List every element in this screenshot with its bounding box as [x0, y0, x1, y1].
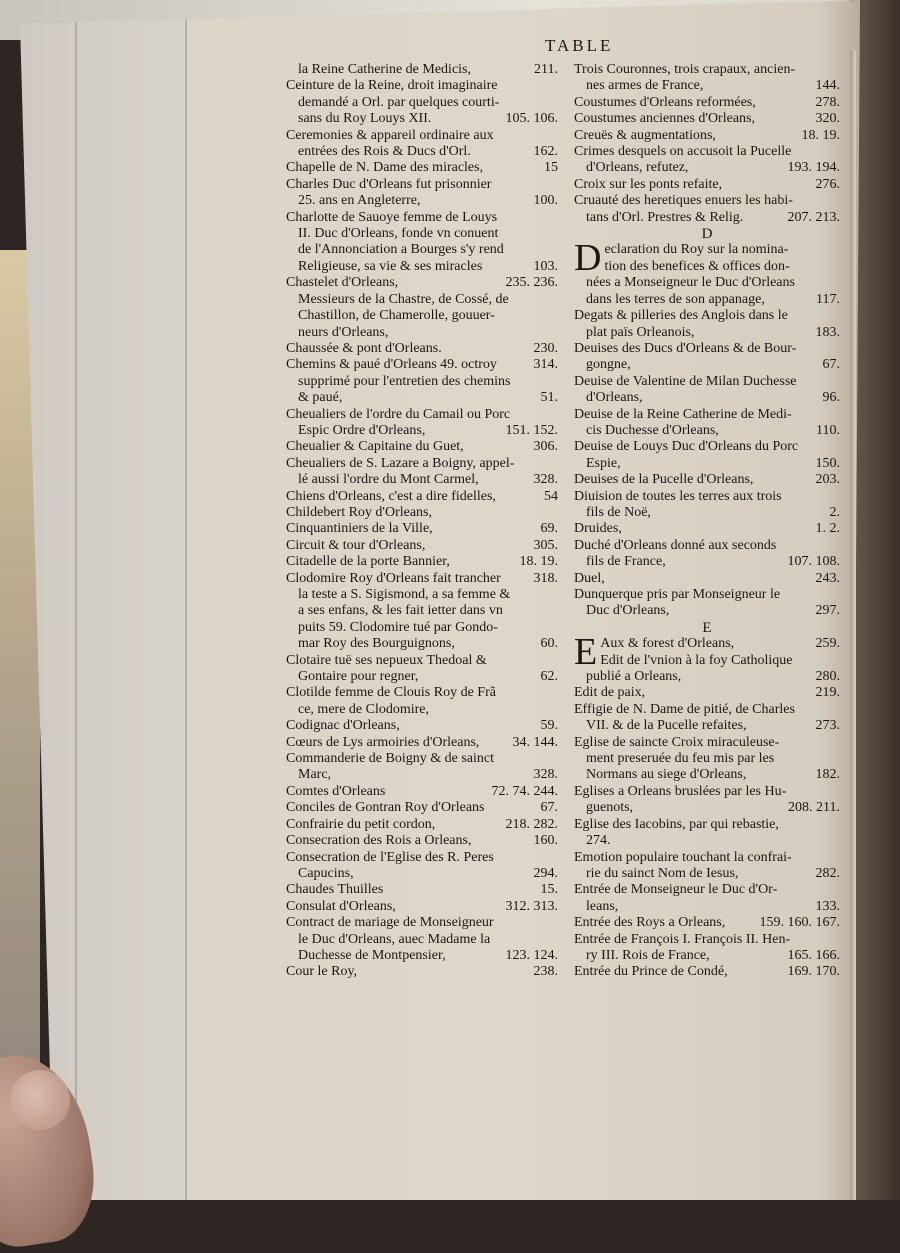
- entry-text: Cœurs de Lys armoiries d'Orleans,: [286, 734, 480, 750]
- page-reference: 18. 19.: [519, 554, 558, 570]
- index-entry-line: [286, 554, 558, 570]
- entry-text: lé aussi l'ordre du Mont Carmel,: [298, 472, 479, 488]
- index-entry-line: [574, 538, 840, 554]
- entry-text: Charlotte de Sauoye femme de Louys: [286, 209, 498, 225]
- page-reference: 169. 170.: [787, 964, 840, 980]
- page-reference: 207. 213.: [787, 209, 840, 225]
- entry-text: & paué,: [298, 390, 343, 406]
- index-entry-line: [286, 292, 558, 308]
- index-entry-line: [286, 702, 558, 718]
- page-title: TABLE: [545, 36, 614, 55]
- index-entry-line: [574, 587, 840, 603]
- entry-text: Cour le Roy,: [286, 964, 358, 980]
- entry-text: Commanderie de Boigny & de sainct: [286, 751, 495, 767]
- entry-text: Marc,: [298, 767, 332, 783]
- index-entry-line: [286, 341, 558, 357]
- index-entry-line: [286, 932, 558, 948]
- entry-text: Childebert Roy d'Orleans,: [286, 504, 432, 520]
- page-reference: 235. 236.: [505, 275, 558, 291]
- entry-text: Chaussée & pont d'Orleans.: [286, 340, 442, 356]
- page-reference: 318.: [533, 570, 558, 586]
- page-reference: 110.: [816, 422, 840, 438]
- entry-text: Edit de paix,: [574, 685, 646, 701]
- index-entry-line: [574, 817, 840, 833]
- entry-text: Cheualier & Capitaine du Guet,: [286, 439, 464, 455]
- page-reference: 328.: [533, 472, 558, 488]
- entry-text: fils de France,: [586, 554, 666, 570]
- entry-text: ce, mere de Clodomire,: [298, 701, 430, 717]
- index-entry-line: [574, 357, 840, 373]
- index-entry-line: [286, 160, 558, 176]
- entry-text: Gontaire pour regner,: [298, 669, 419, 685]
- page-reference: 159. 160. 167.: [759, 915, 840, 931]
- index-entry-line: [574, 62, 840, 78]
- index-entry-line: [574, 111, 840, 127]
- index-entry-line: [286, 751, 558, 767]
- index-column-right: [574, 62, 840, 981]
- index-entry-line: [574, 144, 840, 160]
- page-reference: 328.: [533, 767, 558, 783]
- entry-text: Crimes desquels on accusoit la Pucelle: [574, 144, 792, 160]
- index-entry-line: [574, 948, 840, 964]
- index-entry-line: [574, 784, 840, 800]
- page-reference: 96.: [822, 390, 840, 406]
- index-entry-line: [574, 341, 840, 357]
- page-reference: 273.: [815, 718, 840, 734]
- section-heading-d: [574, 226, 840, 242]
- entry-text: Espie,: [586, 455, 621, 471]
- entry-text: Deuise de Valentine de Milan Duchesse: [574, 373, 797, 389]
- entry-text: Consulat d'Orleans,: [286, 898, 396, 914]
- index-entry-line: [574, 964, 840, 980]
- drop-cap-d: D: [574, 242, 602, 280]
- page-fold-line: [75, 0, 77, 1200]
- entry-text: nées a Monseigneur le Duc d'Orleans: [586, 275, 795, 291]
- page-reference: 107. 108.: [787, 554, 840, 570]
- entry-text: gongne,: [586, 357, 631, 373]
- entry-text: Citadelle de la porte Bannier,: [286, 554, 450, 570]
- entry-text: Codignac d'Orleans,: [286, 718, 400, 734]
- entry-text: Clodomire Roy d'Orleans fait trancher: [286, 570, 501, 586]
- index-entry-line: [574, 702, 840, 718]
- page-reference: 15.: [540, 882, 558, 898]
- entry-text: Cheualiers de l'ordre du Camail ou Porc: [286, 406, 511, 422]
- page-reference: 230.: [533, 340, 558, 356]
- entry-text: eclaration du Roy sur la nomina-: [604, 242, 789, 258]
- page-reference: 306.: [533, 439, 558, 455]
- entry-text: Eglise de saincte Croix miraculeuse-: [574, 734, 780, 750]
- entry-text: Chiens d'Orleans, c'est a dire fidelles,: [286, 488, 496, 504]
- entry-text: Charles Duc d'Orleans fut prisonnier: [286, 176, 492, 192]
- entry-text: Religieuse, sa vie & ses miracles: [298, 258, 483, 274]
- page-reference: 15: [544, 160, 558, 176]
- entry-text: Emotion populaire touchant la confrai-: [574, 849, 792, 865]
- index-entry-line: [574, 932, 840, 948]
- entry-text: Coustumes anciennes d'Orleans,: [574, 111, 755, 127]
- index-entry-line: [574, 915, 840, 931]
- entry-text: Consecration des Rois a Orleans,: [286, 833, 472, 849]
- page-reference: 219.: [815, 685, 840, 701]
- page-reference: 312. 313.: [505, 898, 558, 914]
- index-entry-line: [286, 899, 558, 915]
- entry-text: II. Duc d'Orleans, fonde vn conuent: [298, 226, 499, 242]
- entry-text: Capucins,: [298, 865, 354, 881]
- entry-text: Chastillon, de Chamerolle, gouuer-: [298, 308, 495, 324]
- index-entry-line: [286, 128, 558, 144]
- index-entry-line: [286, 111, 558, 127]
- index-entry-line: [286, 882, 558, 898]
- entry-text: la teste a S. Sigismond, a sa femme &: [298, 587, 511, 602]
- entry-text: Chapelle de N. Dame des miracles,: [286, 160, 484, 176]
- entry-text: Edit de l'vnion à la foy Catholique: [600, 652, 793, 668]
- index-entry-line: [286, 259, 558, 275]
- entry-text: Eglise des Iacobins, par qui rebastie,: [574, 816, 779, 832]
- index-entry-line: [600, 636, 840, 652]
- entry-text: Comtes d'Orleans: [286, 783, 386, 799]
- index-entry-line: [286, 784, 558, 800]
- entry-text: puits 59. Clodomire tué par Gondo-: [298, 619, 498, 635]
- entry-text: entrées des Rois & Ducs d'Orl.: [298, 144, 471, 160]
- entry-text: Deuise de Louys Duc d'Orleans du Porc: [574, 439, 799, 455]
- section-e: [574, 636, 840, 981]
- entry-text: Contract de mariage de Monseigneur: [286, 915, 494, 931]
- entry-text: Deuises des Ducs d'Orleans & de Bour-: [574, 340, 797, 356]
- page-reference: 67.: [822, 357, 840, 373]
- index-entry-line: [286, 374, 558, 390]
- entry-text: Entrée des Roys a Orleans,: [574, 915, 726, 931]
- page-stack-edge: [850, 50, 856, 1200]
- index-entry-line: [286, 735, 558, 751]
- entry-text: la Reine Catherine de Medicis,: [298, 62, 471, 77]
- entry-text: Chaudes Thuilles: [286, 882, 384, 898]
- entry-text: sans du Roy Louys XII.: [298, 111, 432, 127]
- index-entry-line: [286, 850, 558, 866]
- index-entry-line: [574, 833, 840, 849]
- entry-text: Dunquerque pris par Monseigneur le: [574, 587, 781, 602]
- index-entry-line: [286, 193, 558, 209]
- entry-text: Espic Ordre d'Orleans,: [298, 422, 426, 438]
- page-reference: 117.: [816, 291, 840, 307]
- index-entry-line: [286, 833, 558, 849]
- index-column-left: [286, 62, 558, 981]
- page-reference: 54: [544, 488, 558, 504]
- index-entry-line: [574, 128, 840, 144]
- index-entry-line: [286, 407, 558, 423]
- index-entry-line: [286, 308, 558, 324]
- entry-text: Consecration de l'Eglise des R. Peres: [286, 849, 494, 865]
- section-d: [574, 242, 840, 619]
- index-entry-line: [286, 144, 558, 160]
- index-entry-line: [286, 325, 558, 341]
- page-reference: 243.: [815, 570, 840, 586]
- index-entry-line: [574, 439, 840, 455]
- entry-text: d'Orleans, refutez,: [586, 160, 689, 176]
- page-reference: 1. 2.: [815, 521, 840, 537]
- page-reference: 211.: [534, 62, 558, 77]
- index-entry-line: [574, 292, 840, 308]
- entry-text: Circuit & tour d'Orleans,: [286, 537, 426, 553]
- index-entry-line: [286, 587, 558, 603]
- page-reference: 162.: [533, 144, 558, 160]
- page-reference: 280.: [815, 669, 840, 685]
- index-entry-line: [604, 242, 840, 258]
- index-entry-line: [574, 669, 840, 685]
- page-reference: 123. 124.: [505, 947, 558, 963]
- index-entry-line: [286, 964, 558, 980]
- section-letter-d: D: [701, 226, 713, 243]
- index-entry-line: [286, 275, 558, 291]
- page-reference: 133.: [815, 898, 840, 914]
- entry-text: a ses enfans, & les fait ietter dans vn: [298, 603, 503, 619]
- index-entry-line: [286, 226, 558, 242]
- page-reference: 103.: [533, 258, 558, 274]
- page-reference: 100.: [533, 193, 558, 209]
- index-entry-line: [574, 718, 840, 734]
- index-entry-line: [574, 308, 840, 324]
- index-entry-line: [286, 817, 558, 833]
- page-reference: 59.: [540, 718, 558, 734]
- index-entry-line: [286, 505, 558, 521]
- page-reference: 208. 211.: [788, 800, 840, 816]
- index-entry-line: [574, 521, 840, 537]
- index-entry-line: [574, 78, 840, 94]
- entry-text: fils de Noë,: [586, 504, 651, 520]
- index-entry-line: [574, 177, 840, 193]
- entry-text: Clotaire tuë ses nepueux Thedoal &: [286, 652, 487, 668]
- page-reference: 305.: [533, 537, 558, 553]
- index-entry-line: [574, 423, 840, 439]
- drop-cap-e: E: [574, 636, 598, 674]
- index-entry-line: [574, 767, 840, 783]
- index-entry-line: [574, 866, 840, 882]
- entry-text: supprimé pour l'entretien des chemins: [298, 373, 511, 389]
- entry-text: demandé a Orl. par quelques courti-: [298, 94, 500, 110]
- entry-text: mar Roy des Bourguignons,: [298, 636, 455, 652]
- index-entry-line: [286, 948, 558, 964]
- entry-text: d'Orleans,: [586, 390, 643, 406]
- entry-text: Confrairie du petit cordon,: [286, 816, 436, 832]
- index-entry-line: [574, 685, 840, 701]
- entry-text: Trois Couronnes, trois crapaux, ancien-: [574, 62, 796, 77]
- entry-text: ry III. Rois de France,: [586, 947, 710, 963]
- index-entry-line: [574, 95, 840, 111]
- entry-text: Duel,: [574, 570, 605, 586]
- index-entry-line: [286, 210, 558, 226]
- entry-text: Duc d'Orleans,: [586, 603, 670, 619]
- entry-text: Ceinture de la Reine, droit imaginaire: [286, 78, 498, 94]
- entry-text: Eglises a Orleans bruslées par les Hu-: [574, 783, 787, 799]
- page-reference: 60.: [540, 636, 558, 652]
- index-entry-line: [600, 653, 840, 669]
- entry-text: ment preseruée du feu mis par les: [586, 751, 775, 767]
- entry-text: Deuise de la Reine Catherine de Medi-: [574, 406, 792, 422]
- index-entry-line: [574, 899, 840, 915]
- index-entry-line: [286, 489, 558, 505]
- index-entry-line: [574, 472, 840, 488]
- entry-text: Duchesse de Montpensier,: [298, 947, 446, 963]
- index-entry-line: [574, 325, 840, 341]
- page-reference: 165. 166.: [787, 947, 840, 963]
- page-reference: 69.: [540, 521, 558, 537]
- entry-text: rie du sainct Nom de Iesus,: [586, 865, 739, 881]
- page-fold-line: [185, 0, 187, 1200]
- index-entry-line: [574, 800, 840, 816]
- page-reference: 72. 74. 244.: [491, 783, 558, 799]
- page-reference: 105. 106.: [505, 111, 558, 127]
- entry-text: Entrée de Monseigneur le Duc d'Or-: [574, 882, 778, 898]
- entry-text: Degats & pilleries des Anglois dans le: [574, 308, 788, 324]
- index-entry-line: [286, 915, 558, 931]
- entry-text: Duché d'Orleans donné aux seconds: [574, 537, 777, 553]
- index-entry-line: [286, 767, 558, 783]
- entry-text: Effigie de N. Dame de pitié, de Charles: [574, 701, 795, 717]
- index-entry-line: [604, 259, 840, 275]
- index-entry-line: [286, 423, 558, 439]
- index-entry-line: [574, 882, 840, 898]
- index-entry-line: [574, 275, 840, 291]
- index-entry-line: [286, 78, 558, 94]
- entry-text: 25. ans en Angleterre,: [298, 193, 421, 209]
- index-entry-line: [286, 685, 558, 701]
- entry-text: guenots,: [586, 800, 634, 816]
- entry-text: publié a Orleans,: [586, 669, 682, 685]
- index-entry-line: [286, 95, 558, 111]
- page-reference: 193. 194.: [787, 160, 840, 176]
- index-entry-line: [286, 653, 558, 669]
- index-entry-line: [574, 489, 840, 505]
- entry-text: Entrée du Prince de Condé,: [574, 964, 728, 980]
- page-reference: 276.: [815, 176, 840, 192]
- index-entry-line: [286, 636, 558, 652]
- index-entry-line: [286, 603, 558, 619]
- entry-text: Conciles de Gontran Roy d'Orleans: [286, 800, 485, 816]
- index-entry-line: [574, 735, 840, 751]
- page-reference: 294.: [533, 865, 558, 881]
- entry-text: Clotilde femme de Clouis Roy de Frã: [286, 685, 496, 701]
- page-reference: 160.: [533, 833, 558, 849]
- entry-text: le Duc d'Orleans, auec Madame la: [298, 931, 491, 947]
- index-entry-line: [574, 603, 840, 619]
- index-entry-line: [286, 571, 558, 587]
- index-entry-line: [286, 538, 558, 554]
- page-reference: 34. 144.: [512, 734, 558, 750]
- index-entry-line: [286, 177, 558, 193]
- page-reference: 218. 282.: [505, 816, 558, 832]
- entry-text: Chemins & paué d'Orleans 49. octroy: [286, 357, 497, 373]
- index-entry-line: [574, 751, 840, 767]
- entry-text: dans les terres de son appanage,: [586, 291, 765, 307]
- entry-text: Entrée de François I. François II. Hen-: [574, 931, 791, 947]
- page-reference: 150.: [815, 455, 840, 471]
- index-entry-line: [286, 357, 558, 373]
- entry-text: Aux & forest d'Orleans,: [600, 636, 735, 652]
- index-entry-line: [286, 866, 558, 882]
- entry-text: cis Duchesse d'Orleans,: [586, 422, 719, 438]
- index-entry-line: [574, 554, 840, 570]
- entry-text: neurs d'Orleans,: [298, 324, 389, 340]
- page-reference: 151. 152.: [505, 422, 558, 438]
- index-entry-line: [574, 390, 840, 406]
- index-entry-line: [286, 521, 558, 537]
- page-reference: 183.: [815, 324, 840, 340]
- entry-text: 274.: [586, 833, 611, 849]
- entry-text: nes armes de France,: [586, 78, 704, 94]
- page-reference: 144.: [815, 78, 840, 94]
- index-entry-line: [286, 242, 558, 258]
- index-entry-line: [286, 456, 558, 472]
- index-entry-line: [574, 456, 840, 472]
- index-entry-line: [574, 407, 840, 423]
- section-letter-e: E: [702, 619, 712, 636]
- index-entry-line: [574, 193, 840, 209]
- index-entry-line: [286, 472, 558, 488]
- page-reference: 203.: [815, 472, 840, 488]
- entry-text: de l'Annonciation a Bourges s'y rend: [298, 242, 504, 258]
- index-entry-line: [286, 800, 558, 816]
- index-entry-line: [286, 62, 558, 78]
- index-entry-line: [574, 505, 840, 521]
- page-reference: 278.: [815, 94, 840, 110]
- entry-text: Creuës & augmentations,: [574, 127, 716, 143]
- index-entry-line: [286, 669, 558, 685]
- entry-text: Cinquantiniers de la Ville,: [286, 521, 433, 537]
- page-reference: 238.: [533, 964, 558, 980]
- entry-text: Normans au siege d'Orleans,: [586, 767, 747, 783]
- index-entry-line: [574, 571, 840, 587]
- entry-text: Chastelet d'Orleans,: [286, 275, 399, 291]
- index-entry-line: [574, 374, 840, 390]
- page-reference: 51.: [540, 390, 558, 406]
- entry-text: plat païs Orleanois,: [586, 324, 695, 340]
- entry-text: Druides,: [574, 521, 622, 537]
- entry-text: Ceremonies & appareil ordinaire aux: [286, 127, 494, 143]
- entry-text: Croix sur les ponts refaite,: [574, 176, 723, 192]
- page-reference: 2.: [829, 504, 840, 520]
- index-entry-line: [286, 390, 558, 406]
- entry-text: Coustumes d'Orleans reformées,: [574, 94, 756, 110]
- entry-text: Cruauté des heretiques enuers les habi-: [574, 193, 793, 209]
- page-reference: 282.: [815, 865, 840, 881]
- index-entry-line: [286, 620, 558, 636]
- index-entry-line: [574, 210, 840, 226]
- entry-text: VII. & de la Pucelle refaites,: [586, 718, 747, 734]
- index-entry-line: [286, 718, 558, 734]
- page-reference: 259.: [815, 636, 840, 652]
- entry-text: Deuises de la Pucelle d'Orleans,: [574, 472, 754, 488]
- index-entry-line: [286, 439, 558, 455]
- page-reference: 67.: [540, 800, 558, 816]
- index-entry-line: [574, 160, 840, 176]
- entry-text: tans d'Orl. Prestres & Relig.: [586, 209, 744, 225]
- section-heading-e: [574, 620, 840, 636]
- entry-text: Diuision de toutes les terres aux trois: [574, 488, 782, 504]
- index-entry-line: [574, 850, 840, 866]
- page-reference: 182.: [815, 767, 840, 783]
- entry-text: Cheualiers de S. Lazare a Boigny, appel-: [286, 455, 515, 471]
- entry-text: leans,: [586, 898, 619, 914]
- entry-text: tion des benefices & offices don-: [604, 258, 790, 274]
- entry-text: Messieurs de la Chastre, de Cossé, de: [298, 291, 509, 307]
- page-reference: 62.: [540, 669, 558, 685]
- page-reference: 314.: [533, 357, 558, 373]
- page-reference: 18. 19.: [801, 127, 840, 143]
- page-reference: 320.: [815, 111, 840, 127]
- page-reference: 297.: [815, 603, 840, 619]
